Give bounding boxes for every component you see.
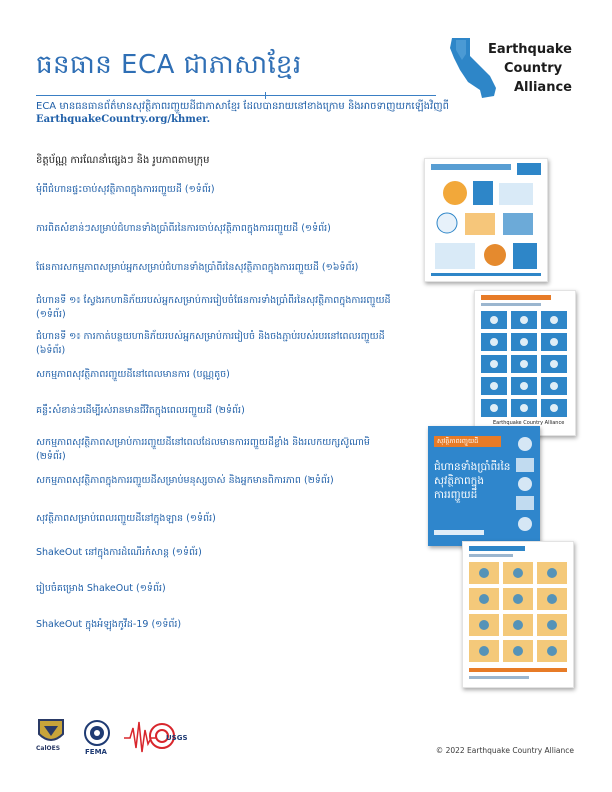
caloes-logo [36, 718, 66, 756]
resource-link[interactable] [36, 261, 416, 275]
booklet-title-line1: ជំហានទាំងប្រាំពីរនៃ [434, 461, 511, 473]
booklet-title [434, 460, 514, 502]
resource-link-text[interactable]: រៀបចំគម្រោង ShakeOut (១ទំព័រ) [36, 583, 166, 594]
thumbnail-footer-text: Earthquake Country Alliance [493, 420, 565, 426]
resource-link[interactable] [36, 330, 406, 358]
resource-link[interactable] [36, 294, 406, 322]
resource-link[interactable] [36, 474, 406, 488]
resource-link[interactable] [36, 618, 406, 632]
page-title: ធនធាន ECA ជាភាសាខ្មែរ [36, 50, 302, 80]
logo-word-country: Country [504, 61, 563, 76]
protective-actions-grid [475, 291, 575, 435]
resource-link[interactable] [36, 222, 406, 236]
usgs-logo [124, 716, 188, 756]
resource-link-text[interactable]: ផែនការសកម្មភាពសម្រាប់អ្នកសម្រាប់ជំហានទាំងប្រាំពីរនៃសុវត្ថិភាពក្នុងការរញ្ជួយដី (១៦ទំព័រ) [36, 262, 359, 273]
section-subheading: ខិត្តប័ណ្ណ ការណែនាំផ្សេងៗ និង រូបភាពតាមក្រុម [36, 155, 210, 166]
resource-link[interactable] [36, 436, 376, 464]
resource-link-text[interactable]: ជំហានទី ១៖ ស្វែងរកហានិភ័យរបស់អ្នកសម្រាប់ការរៀបចំផែនការទាំងប្រាំពីរនៃសុវត្ថិភាពក្នុងការរញ្ជួយដី (១ទំព័រ) [36, 295, 391, 320]
intro-text: ECA មានធនធានព័ត៌មានសុវត្ថិភាពរញ្ជួយដីជាភាសាខ្មែរ ដែលបានរាយនៅខាងក្រោម និងអាចទាញយកឡើងវិញពី [36, 101, 450, 112]
booklet-title-line3: ការរញ្ជួយដី [434, 489, 478, 501]
booklet-banner: សុវត្ថិភាពរញ្ជួយដី [434, 436, 501, 447]
resource-link[interactable] [36, 546, 406, 560]
resource-link[interactable] [36, 512, 406, 526]
resource-link[interactable] [36, 368, 406, 382]
copyright-notice: © 2022 Earthquake Country Alliance [435, 746, 574, 755]
booklet-logo-strip [434, 530, 484, 535]
resource-link-text[interactable]: មុំពីជំហានផ្ទះចាប់សុវត្ថិភាពក្នុងការរញ្ជួយដី (១ទំព័រ) [36, 184, 215, 195]
thumbnail-protective-actions[interactable] [474, 290, 576, 436]
shakeout-flyer-graphic [463, 542, 573, 687]
caloes-shield-icon [36, 718, 66, 746]
thumbnail-booklet-cover[interactable] [428, 426, 540, 546]
resource-link-text[interactable]: ShakeOut នៅក្នុងការដំណើរកំសាន្ត (១ទំព័រ) [36, 547, 202, 558]
resource-link-text[interactable]: សកម្មភាពសុវត្ថិភាពសម្រាប់ការរញ្ជួយដីនៅពេលដែលមានការរញ្ជួយដីខ្លាំង និងរលកយក្សស៊ូណាមិ (២ទំព័រ) [36, 437, 370, 462]
fema-label: FEMA [85, 748, 107, 756]
logo-word-earthquake: Earthquake [488, 42, 572, 57]
khmer-resources-link[interactable]: EarthquakeCountry.org/khmer. [36, 114, 211, 125]
title-tick [265, 92, 266, 99]
intro-paragraph [36, 100, 581, 126]
title-underline [36, 95, 436, 96]
resource-link-text[interactable]: ShakeOut ក្នុងអំឡុងកូវីដ-19 (១ទំព័រ) [36, 619, 182, 630]
seven-steps-infographic [425, 159, 547, 281]
booklet-title-line2: សុវត្ថិភាពក្នុង [434, 475, 484, 487]
resource-link-text[interactable]: សកម្មភាពសុវត្ថិភាពរញ្ជួយដីនៅពេលមានការ (បណ្ណតូច) [36, 369, 230, 380]
resource-link-text[interactable]: សុវត្ថិភាពសម្រាប់ពេលរញ្ជួយដីនៅក្នុងឡាន (១ទំព័រ) [36, 513, 216, 524]
resource-link-text[interactable]: ការពិតសំខាន់ៗសម្រាប់ជំហានទាំងប្រាំពីរនៃការចាប់សុវត្ថិភាពក្នុងការរញ្ជួយដី (១ទំព័រ) [36, 223, 331, 234]
resource-link-text[interactable]: សកម្មភាពសុវត្ថិភាពក្នុងការរញ្ជួយដីសម្រាប់មនុស្សចាស់ និងអ្នកមានពិការភាព (២ទំព័រ) [36, 475, 334, 486]
usgs-label: USGS [166, 734, 188, 742]
resource-link[interactable] [36, 582, 406, 596]
thumbnail-shakeout-flyer[interactable] [462, 541, 574, 688]
caloes-label: CalOES [36, 745, 61, 752]
resource-link-text[interactable]: គន្លឹះសំខាន់ៗដើម្បីរស់រានមានជីវិតក្នុងពេលរញ្ជួយដី (២ទំព័រ) [36, 405, 245, 416]
resource-link-text[interactable]: ជំហានទី ១៖ ការកាត់បន្ថយហានិភ័យរបស់អ្នកសម្រាប់ការរៀបចំ និងចងភ្ជាប់របស់របរនៅពេលរញ្ជួយដី (៦ទំព័រ) [36, 331, 385, 356]
fema-seal-icon [84, 720, 110, 746]
fema-logo [80, 720, 114, 758]
booklet-illustration-icon [510, 432, 540, 542]
resource-link[interactable] [36, 183, 396, 197]
eca-logo [446, 36, 586, 104]
logo-word-alliance: Alliance [514, 80, 572, 95]
thumbnail-seven-steps[interactable] [424, 158, 548, 282]
resource-link[interactable] [36, 404, 406, 418]
